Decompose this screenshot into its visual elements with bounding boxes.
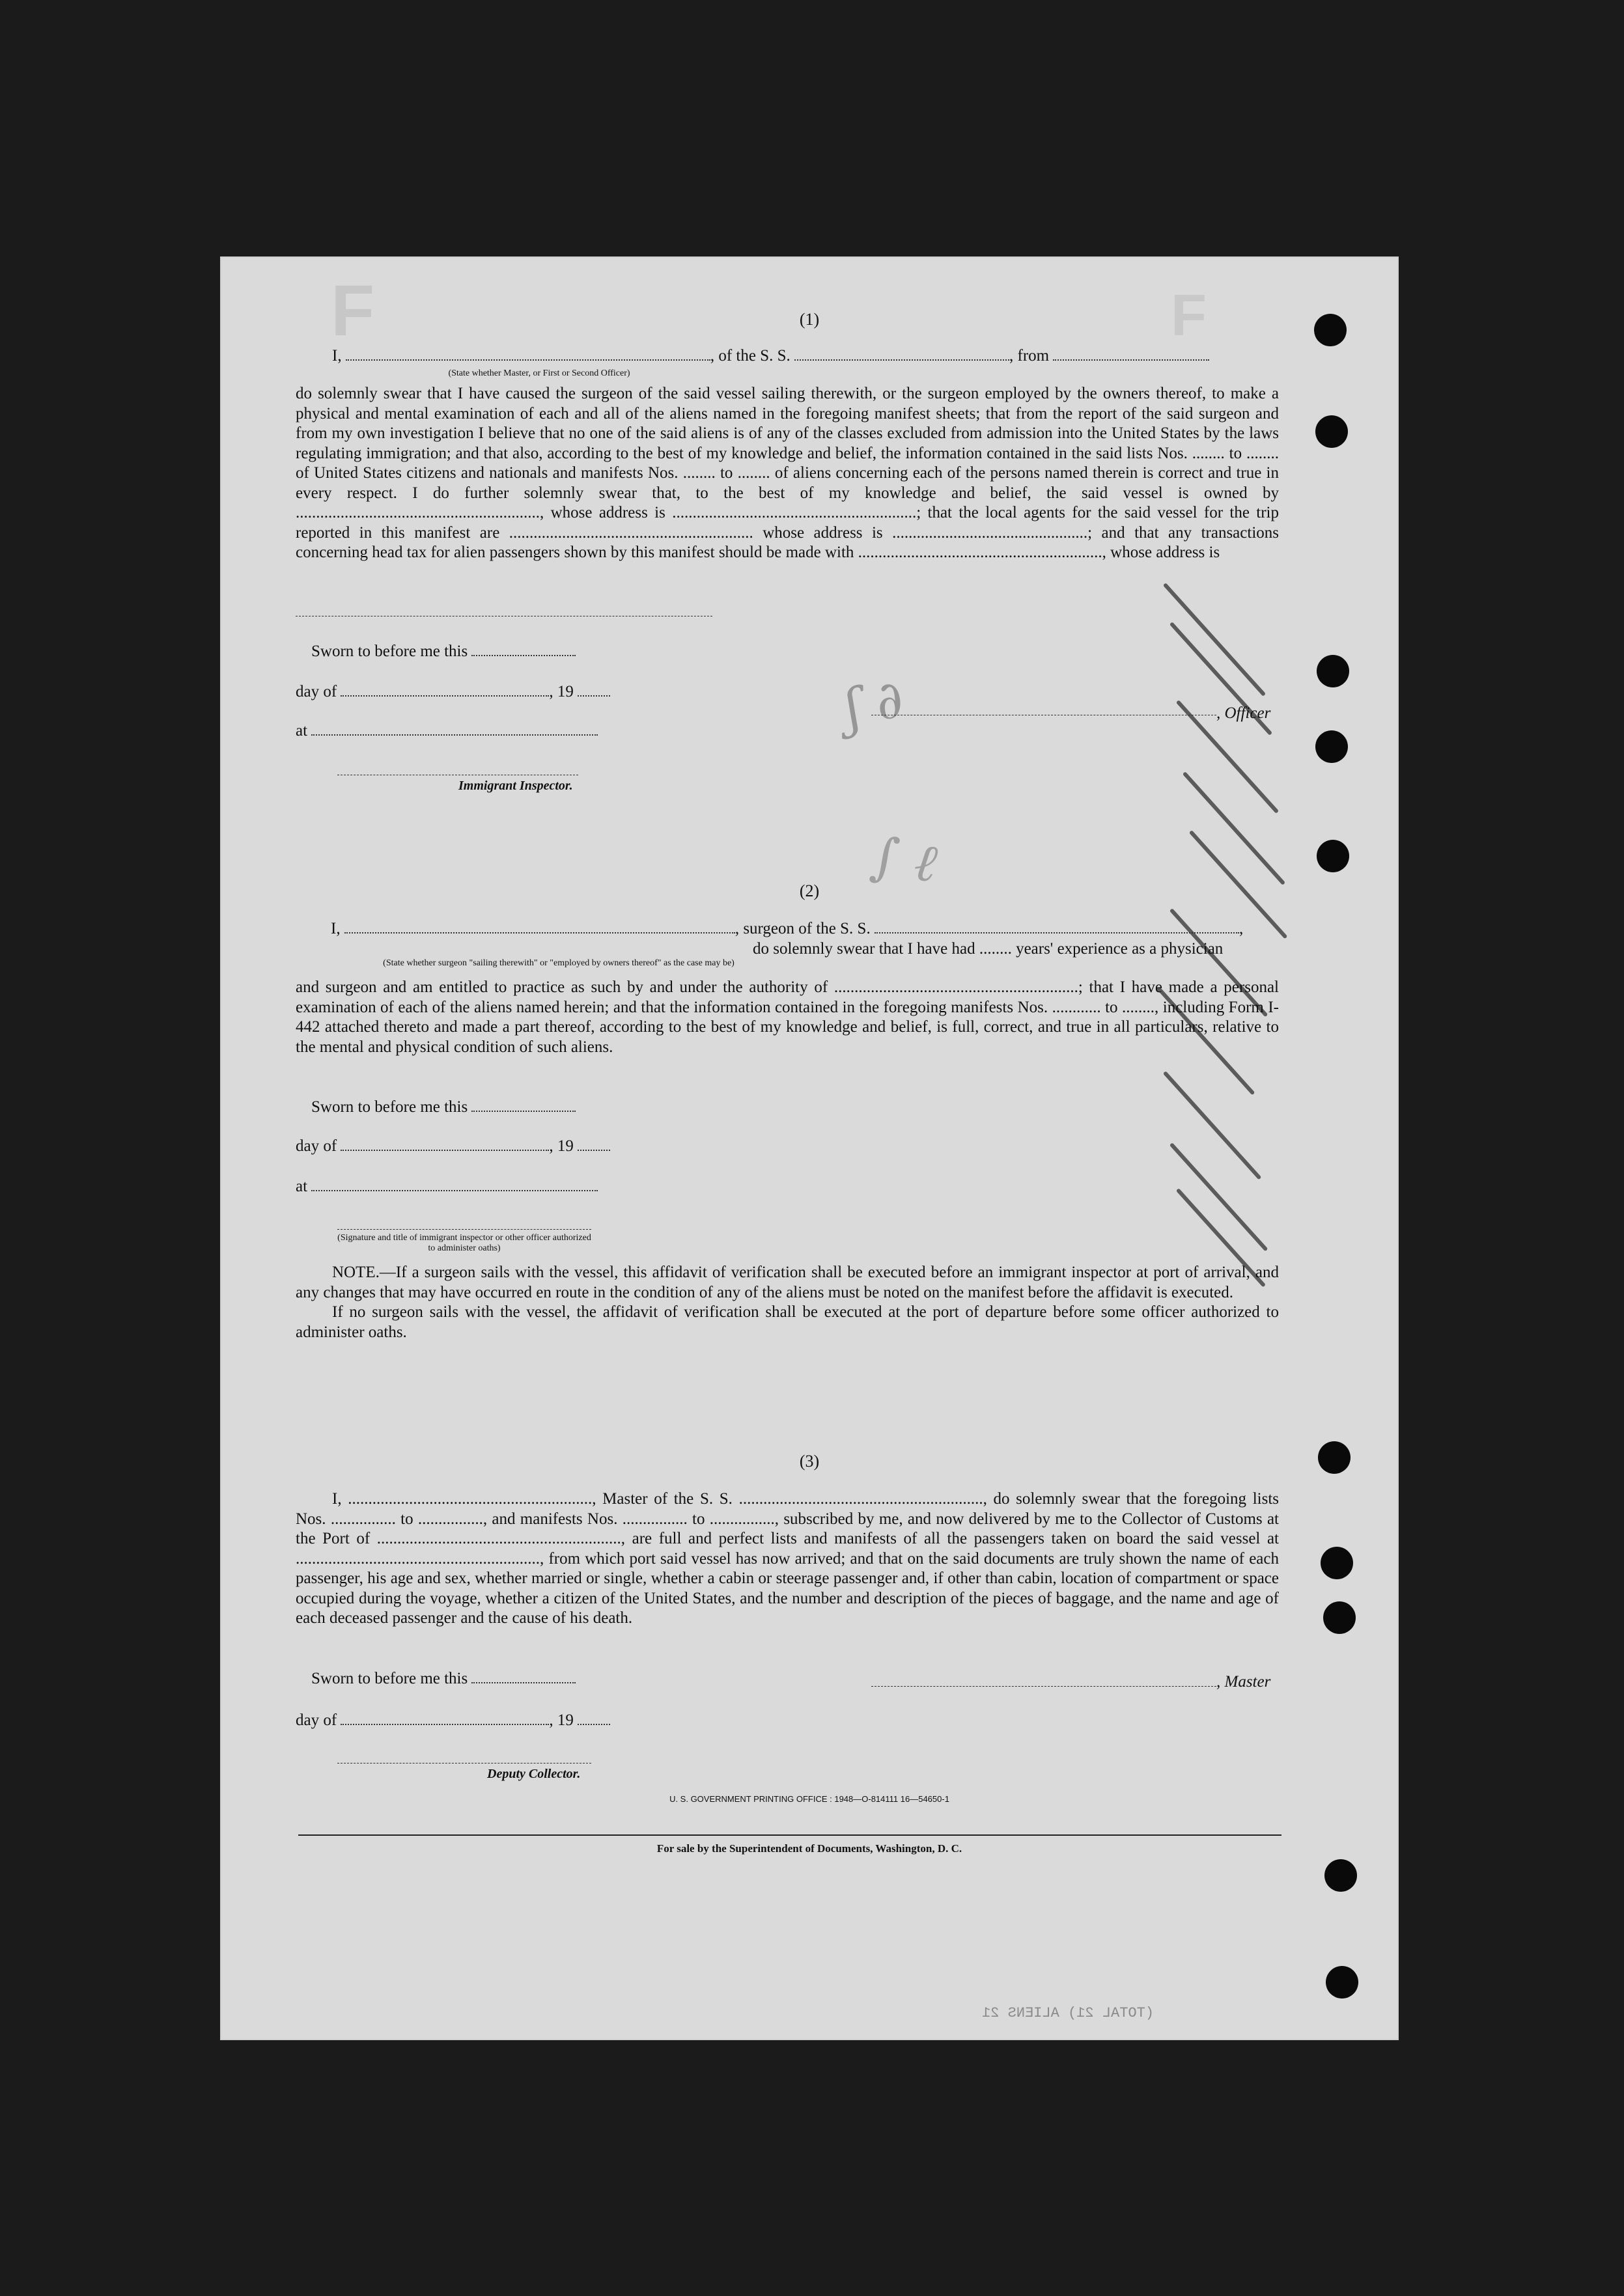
section-2-note: NOTE.—If a surgeon sails with the vessel, this affidavit of verification shall be executed before an immigrant inspector at port of arrival, and any changes that may have occurred en route in the condition of any of the aliens must be noted on the manifest before the affidavit is executed. If no surgeon sails with the vessel, the affidavit of verification shall be executed at the port of departure before some officer authorized to administer oaths. — [296, 1264, 1279, 1341]
section-2-number: (2) — [799, 881, 820, 900]
section-1-day-of: day of , 19 — [296, 682, 610, 701]
section-1-paragraph: do solemnly swear that I have caused the surgeon of the said vessel sailing therewith, or the surgeon employed by the owners thereof, to make a physical and mental examination of each and all of the aliens named in the foregoing manifest sheets; that from the report of the said surgeon and from my own investigation I believe that no one of the said aliens is of any of the classes excluded from admission into the United States by the laws regulating immigration; and that also, according to the best of my knowledge and belief, the information contained in the said lists Nos. ........ to ........ of United States citizens and nationals and manifests Nos. ........ to ........ of aliens concerning each of the persons named therein is correct and true in every respect. I do further solemnly swear that, to the best of my knowledge and belief, the said vessel is owned by ............................................................, whose address is ............................................................; that the local agents for the said vessel for the trip reported in this manifest are ............................................................ whose address is ................................................; and that any transactions concerning head tax for alien passengers shown by this manifest should be made with ............................................................, whose address is — [296, 385, 1279, 561]
section-2-second-line: do solemnly swear that I have had ........ years' experience as a physician — [753, 940, 1224, 958]
section-2-signature-line — [337, 1229, 591, 1230]
punch-hole-icon — [1321, 1547, 1353, 1579]
faded-stamp-mark: F — [331, 271, 375, 351]
immigrant-inspector-label: Immigrant Inspector. — [458, 779, 573, 793]
cancel-slash-icon — [1183, 771, 1285, 885]
master-label: , Master — [1216, 1673, 1271, 1691]
punch-hole-icon — [1324, 1859, 1357, 1892]
section-3-number: (3) — [799, 1452, 820, 1471]
section-2-day-of: day of , 19 — [296, 1137, 610, 1155]
manifest-verification-page — [220, 256, 1399, 2040]
section-2-caption: (State whether surgeon "sailing therewith" or "employed by owners thereof" as the case may be) — [383, 958, 735, 968]
punch-hole-icon — [1315, 415, 1348, 448]
bleed-through-total: (TOTAL 21) ALIENS 21 — [982, 2005, 1155, 2021]
section-1-number: (1) — [799, 310, 820, 329]
deputy-collector-label: Deputy Collector. — [487, 1767, 581, 1781]
punch-hole-icon — [1315, 730, 1348, 763]
faded-stamp-mark-right: F — [1171, 283, 1207, 348]
section-2-signature-caption: (Signature and title of immigrant inspector or other officer authorized to administer oaths) — [337, 1233, 591, 1253]
footer-rule — [298, 1834, 1281, 1836]
section-1-at: at — [296, 721, 598, 740]
section-2-paragraph: and surgeon and am entitled to practice as such by and under the authority of ............................................................; that I have made a personal examination of each of the aliens named herein; and that the information contained in the foregoing manifests Nos. ............ to ........, including Form I-442 attached thereto and made a part thereof, according to the best of my knowledge and belief, is full, correct, and true in all particulars, relative to the mental and physical condition of such aliens. — [296, 978, 1279, 1056]
printing-office-line: U. S. GOVERNMENT PRINTING OFFICE : 1948—O-814111 16—54650-1 — [669, 1794, 949, 1804]
section-2-first-line: I, , surgeon of the S. S. , — [331, 920, 1244, 937]
punch-hole-icon — [1317, 655, 1349, 687]
punch-hole-icon — [1323, 1601, 1356, 1634]
section-2-sworn: Sworn to before me this — [311, 1098, 576, 1116]
section-3-paragraph: I, ............................................................, Master of the S. S. ............................................................, do solemnly swear that the foregoing lists Nos. ................ to ................, and manifests Nos. ................ to ................, subscribed by me, and now delivered by me to the Collector of Customs at the Port of ............................................................, are full and perfect lists and manifests of all the passengers taken on board the said vessel at ............................................................, from which port said vessel has now arrived; and that on the said documents are truly shown the name of each passenger, his age and sex, whether married or single, whether a cabin or steerage passenger and, if other than cabin, location of compartment or space occupied during the voyage, whether a citizen of the United States, and the number and description of the pieces of baggage, and the name and age of each deceased passenger and the cause of his death. — [296, 1490, 1279, 1627]
handwritten-scribble-mark: ʃ ∂ — [839, 667, 909, 740]
section-3-master-line — [871, 1686, 1216, 1687]
section-3-sworn: Sworn to before me this — [311, 1669, 576, 1688]
punch-hole-icon — [1326, 1966, 1358, 1999]
section-1-first-line: I, , of the S. S. , from — [332, 346, 1209, 365]
punch-hole-icon — [1317, 840, 1349, 872]
footer-text: For sale by the Superintendent of Documents, Washington, D. C. — [656, 1842, 962, 1855]
section-2-at: at — [296, 1177, 598, 1196]
handwritten-scribble-mark: ∫ ℓ — [867, 825, 941, 894]
section-1-caption: (State whether Master, or First or Second Officer) — [448, 368, 630, 378]
officer-label: , Officer — [1216, 704, 1271, 722]
cancel-slash-icon — [1163, 583, 1266, 697]
section-3-day-of: day of , 19 — [296, 1711, 610, 1730]
section-1-sworn: Sworn to before me this — [311, 642, 576, 661]
